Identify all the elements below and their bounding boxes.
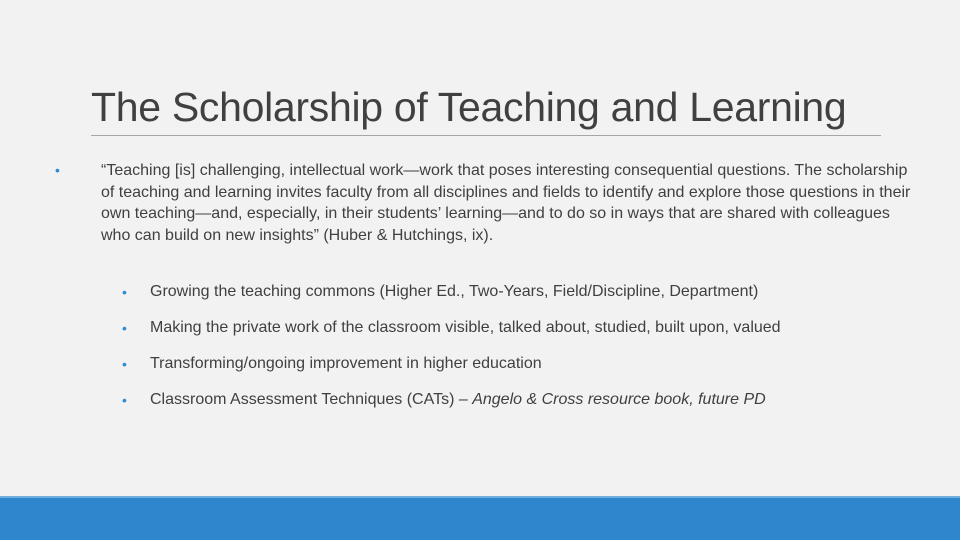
bullet-icon: •: [122, 284, 127, 300]
slide-title: The Scholarship of Teaching and Learning: [91, 84, 847, 130]
bullet-icon: •: [122, 320, 127, 336]
footer-bar: [0, 498, 960, 540]
bullet-icon: •: [55, 162, 60, 178]
list-item-text-plain: Classroom Assessment Techniques (CATs) –: [150, 391, 473, 408]
title-underline: [91, 135, 881, 136]
quote-text: “Teaching [is] challenging, intellectual work—work that poses interesting consequential questions. The scholarship of teaching and learning invites faculty from all disciplines and fields to identify and explore those questions in their own teaching—and, especially, in their students’ learning—and to do so in ways that are shared with colleagues who can build on new insights” (Huber & Hutchings, ix).: [101, 162, 911, 244]
bullet-icon: •: [122, 392, 127, 408]
list-item-text: [150, 389, 766, 411]
list-item-text: Transforming/ongoing improvement in higher education: [150, 355, 542, 372]
list-item-text: Growing the teaching commons (Higher Ed., Two-Years, Field/Discipline, Department): [150, 283, 759, 300]
list-item-text-italic: Angelo & Cross resource book, future PD: [472, 391, 766, 408]
bullet-icon: •: [122, 356, 127, 372]
list-item-text: Making the private work of the classroom visible, talked about, studied, built upon, valued: [150, 319, 781, 336]
